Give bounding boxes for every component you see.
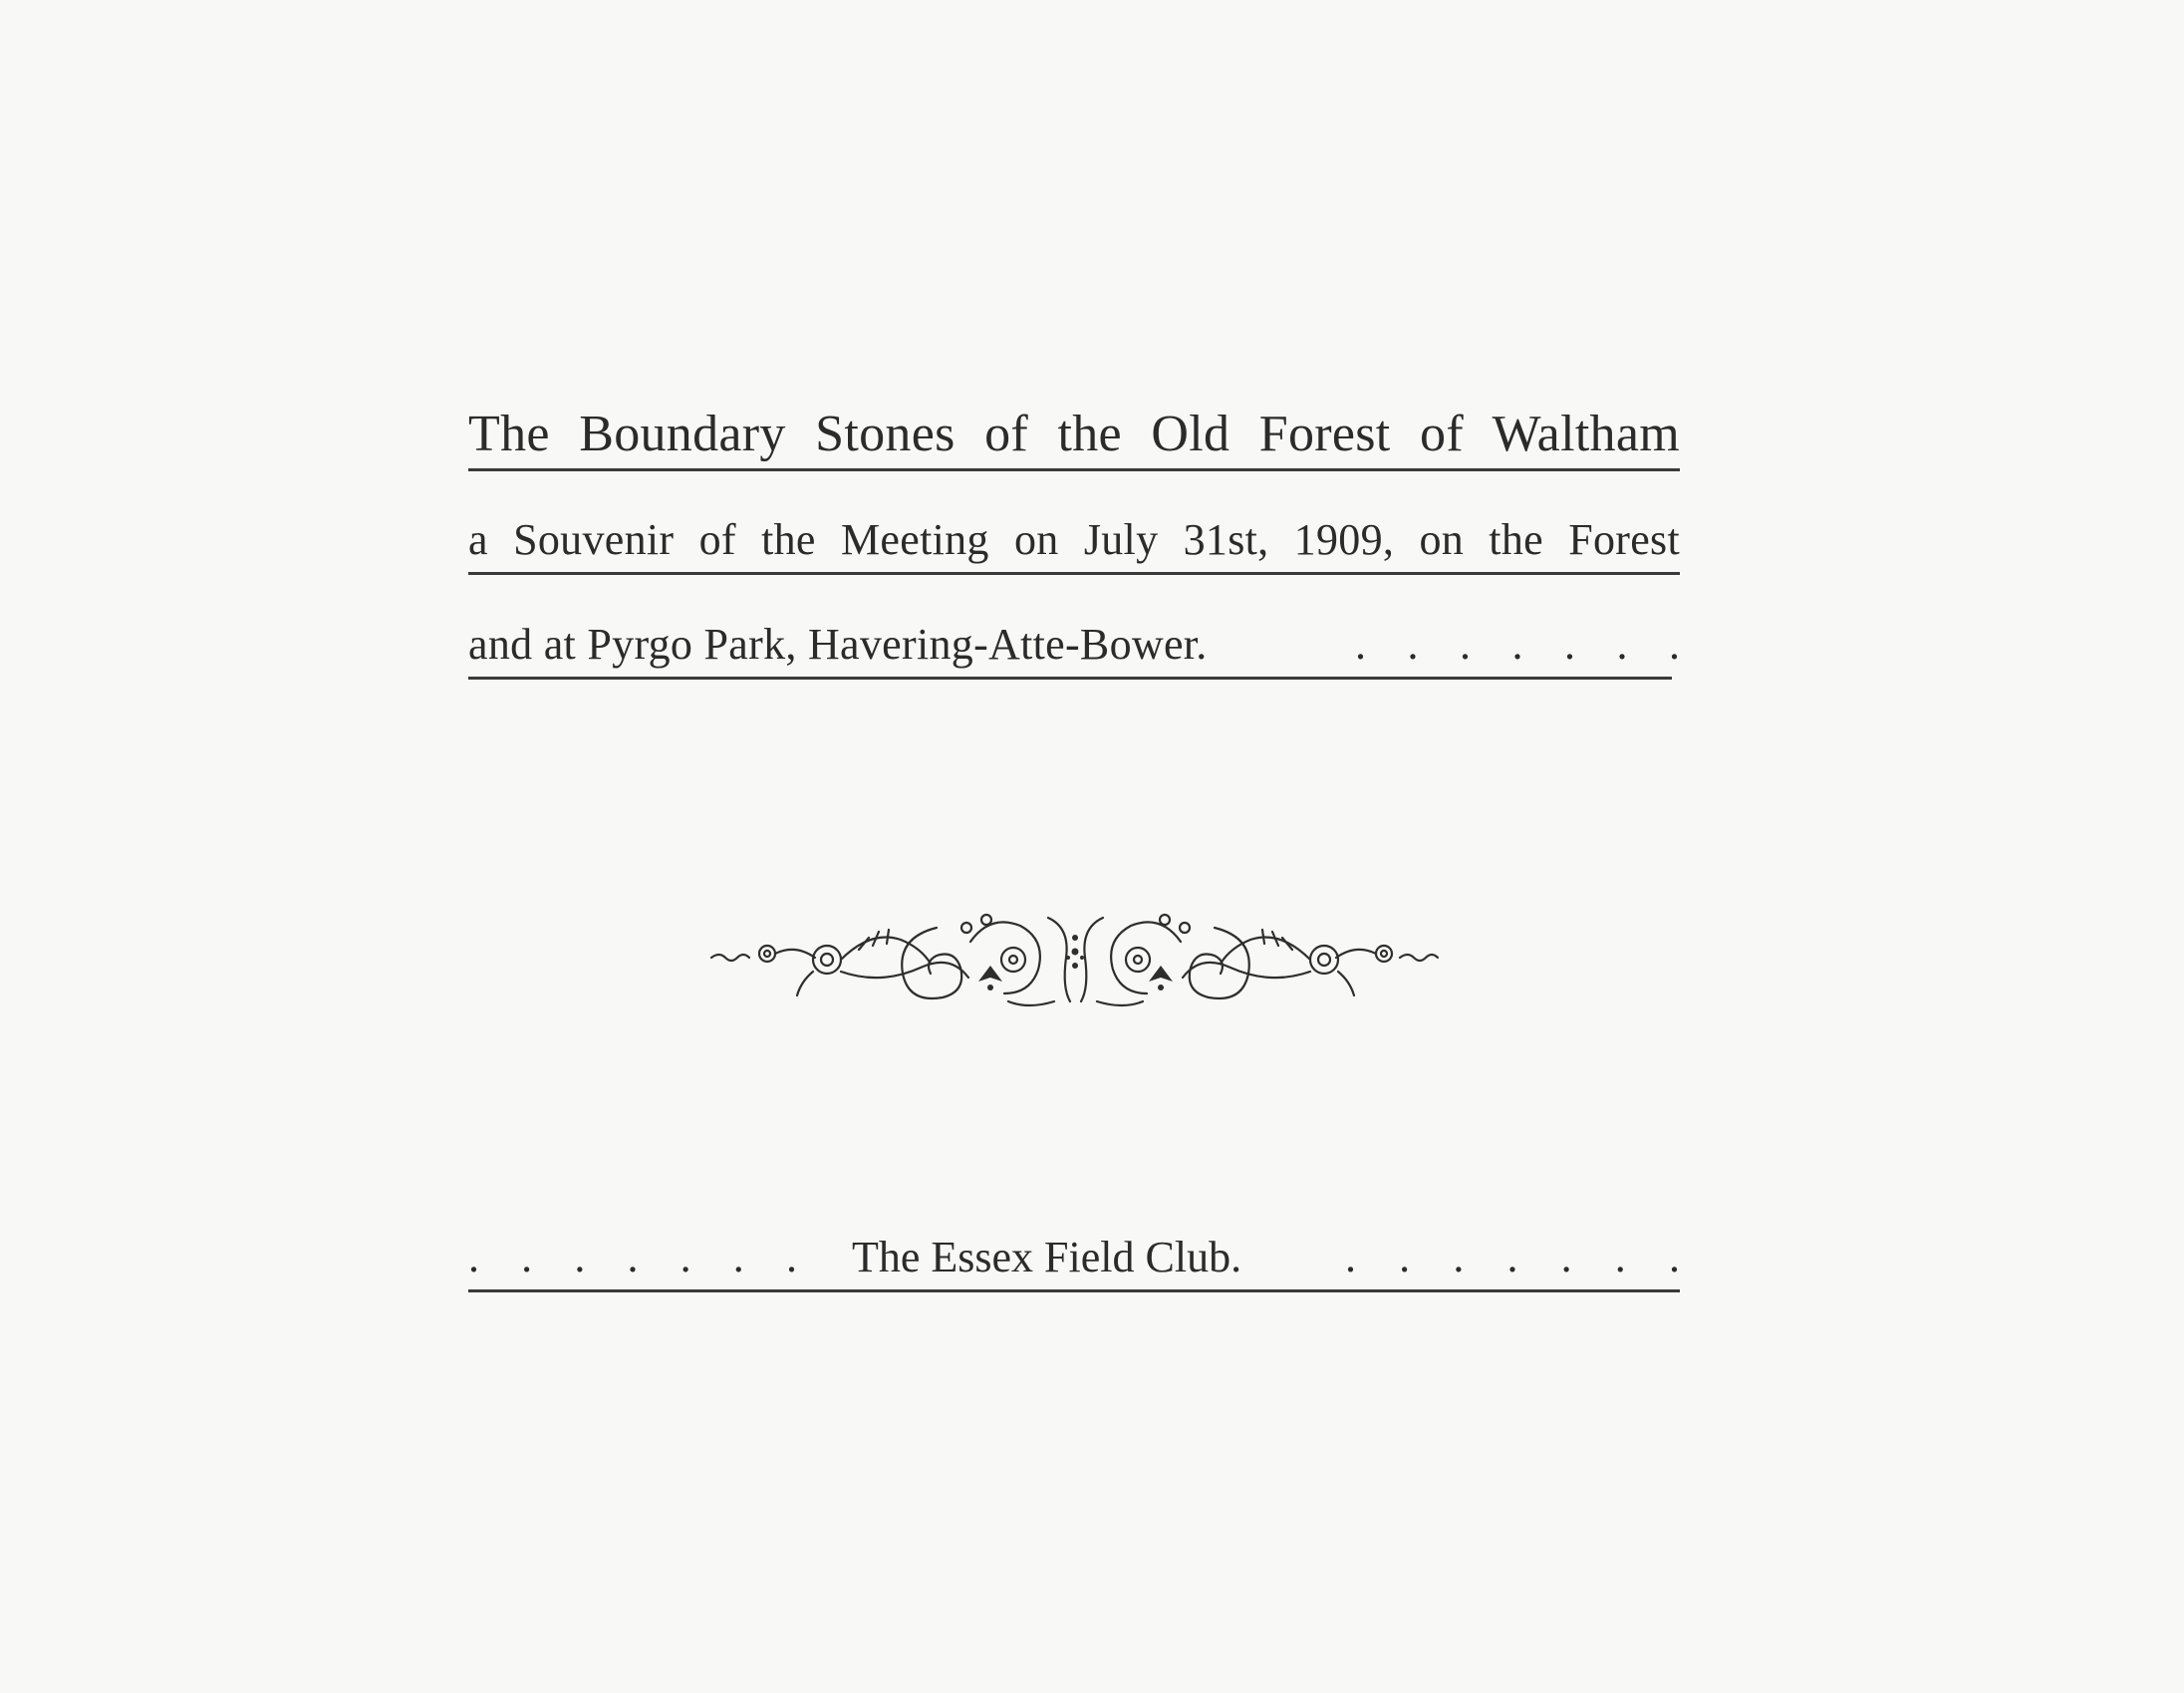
leader-dot: . (1345, 1233, 1356, 1281)
subtitle-rule-1 (468, 572, 1680, 575)
subtitle-text-1: a Souvenir of the Meeting on July 31st, 1909, on the Forest (468, 515, 1680, 564)
leader-dot: . (1399, 1233, 1411, 1281)
publisher-name: The Essex Field Club. (852, 1233, 1242, 1281)
leader-dots (1355, 620, 1680, 669)
leader-dot: . (1564, 620, 1575, 669)
subtitle-line-2 (468, 620, 1680, 669)
leader-dot: . (1511, 620, 1523, 669)
leader-dot: . (1560, 1233, 1572, 1281)
subtitle-rule-2 (468, 677, 1672, 680)
leader-dot: . (1506, 1233, 1518, 1281)
subtitle-line-1 (468, 515, 1680, 564)
leader-dot: . (732, 1233, 744, 1281)
leader-dot: . (521, 1233, 533, 1281)
leader-dots-left (468, 1233, 797, 1281)
leader-dot: . (1355, 620, 1366, 669)
title-line (468, 406, 1680, 462)
leader-dots-right (1345, 1233, 1680, 1281)
leader-dot: . (1616, 620, 1628, 669)
leader-dot: . (1407, 620, 1419, 669)
leader-dot: . (468, 1233, 479, 1281)
leader-dot: . (627, 1233, 639, 1281)
subtitle-text-2: and at Pyrgo Park, Havering-Atte-Bower. (468, 620, 1208, 669)
leader-dot: . (1614, 1233, 1626, 1281)
leader-dot: . (1460, 620, 1471, 669)
title-rule (468, 468, 1680, 471)
leader-dot: . (1668, 1233, 1680, 1281)
leader-dot: . (1453, 1233, 1465, 1281)
leader-dot: . (574, 1233, 586, 1281)
leader-dot: . (680, 1233, 691, 1281)
scroll-ornament-icon (709, 902, 1442, 1011)
leader-dot: . (1669, 620, 1680, 669)
leader-dot: . (785, 1233, 797, 1281)
document-title: The Boundary Stones of the Old Forest of Waltham (468, 406, 1680, 462)
publisher-rule (468, 1289, 1680, 1292)
